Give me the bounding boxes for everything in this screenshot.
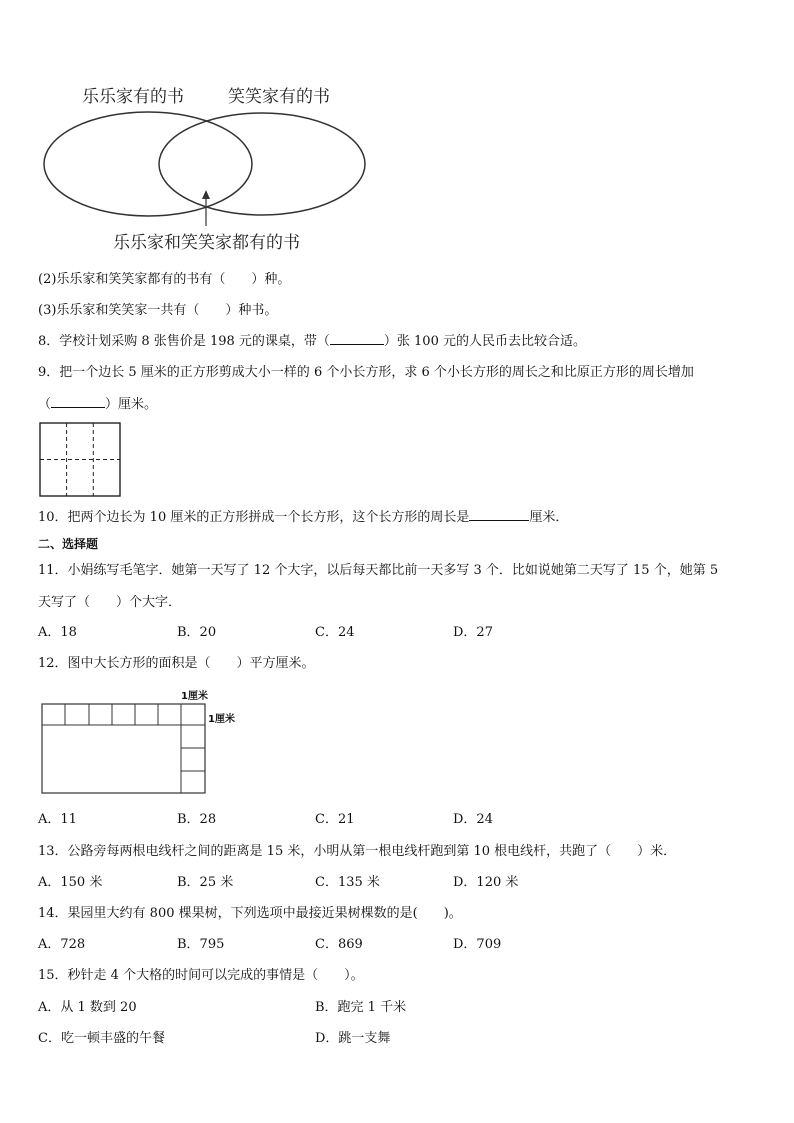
q9-line2 — [38, 398, 157, 411]
venn-right-circle — [159, 113, 365, 215]
q11-line1: 11．小娟练写毛笔字．她第一天写了 12 个大字，以后每天都比前一天多写 3 个．比如说她第二天写了 15 个，她第 5 — [38, 563, 719, 578]
venn-right-label: 笑笑家有的书 — [228, 87, 330, 107]
q10-text-before: 10．把两个边长为 10 厘米的正方形拼成一个长方形，这个长方形的周长是 — [38, 510, 470, 525]
q14-question: 14．果园里大约有 800 棵果树，下列选项中最接近果树棵数的是( )。 — [38, 906, 462, 921]
venn-bottom-label: 乐乐家和笑笑家都有的书 — [113, 233, 300, 253]
q13-question: 13．公路旁每两根电线杆之间的距离是 15 米，小明从第一根电线杆跑到第 10 根电线杆，共跑了（ ）米． — [38, 844, 677, 859]
q8-blank — [330, 344, 384, 345]
q15-option-a[interactable]: A．从 1 数到 20 — [38, 1000, 137, 1015]
q12-option-a[interactable]: A．11 — [38, 812, 77, 827]
q11-option-a[interactable]: A．18 — [38, 625, 77, 640]
q11-line2: 天写了（ ）个大字． — [38, 595, 182, 610]
q12-rectangle-figure — [40, 688, 250, 796]
q9-line1: 9．把一个边长 5 厘米的正方形剪成大小一样的 6 个小长方形，求 6 个小长方形的周长之和比原正方形的周长增加 — [38, 365, 694, 380]
q12-question: 12．图中大长方形的面积是（ ）平方厘米。 — [38, 656, 315, 671]
q12-option-b[interactable]: B．28 — [177, 812, 217, 827]
venn-arrow-head — [202, 190, 210, 199]
q9-text-before: （ — [38, 397, 52, 412]
q13-option-b[interactable]: B．25 米 — [177, 875, 234, 890]
q10-text-after: 厘米． — [529, 510, 569, 525]
q11-option-d[interactable]: D．27 — [453, 625, 493, 640]
label-1cm-right: 1厘米 — [208, 714, 235, 725]
q10-blank — [469, 520, 529, 521]
q10 — [38, 511, 568, 524]
q13-option-c[interactable]: C．135 米 — [315, 875, 380, 890]
q14-option-a[interactable]: A．728 — [38, 937, 86, 952]
label-1cm-top: 1厘米 — [181, 691, 208, 702]
q14-option-c[interactable]: C．869 — [315, 937, 363, 952]
q14-option-d[interactable]: D．709 — [453, 937, 502, 952]
q9-text-after: ）厘米。 — [105, 397, 158, 412]
square-outline — [40, 423, 120, 496]
venn-left-circle — [44, 112, 252, 216]
venn-left-label: 乐乐家有的书 — [82, 87, 184, 107]
q14-option-b[interactable]: B．795 — [177, 937, 225, 952]
q15-option-c[interactable]: C．吃一顿丰盛的午餐 — [38, 1031, 165, 1046]
q7-part3: (3)乐乐家和笑笑家一共有（ ）种书。 — [38, 303, 278, 318]
q12-option-c[interactable]: C．21 — [315, 812, 355, 827]
q13-option-d[interactable]: D．120 米 — [453, 875, 519, 890]
q11-option-c[interactable]: C．24 — [315, 625, 355, 640]
q13-option-a[interactable]: A．150 米 — [38, 875, 103, 890]
venn-diagram — [30, 78, 390, 258]
q11-option-b[interactable]: B．20 — [177, 625, 217, 640]
q8-text-after: ）张 100 元的人民币去比较合适。 — [383, 334, 586, 349]
q7-part2: (2)乐乐家和笑笑家都有的书有（ ）种。 — [38, 272, 291, 287]
q8 — [38, 335, 586, 348]
q15-option-d[interactable]: D．跳一支舞 — [315, 1031, 391, 1046]
q9-blank — [51, 407, 105, 408]
top-row-dividers — [65, 704, 181, 725]
right-column-dividers — [181, 748, 205, 771]
q15-option-b[interactable]: B．跑完 1 千米 — [315, 1000, 407, 1015]
section-title: 二、选择题 — [38, 537, 99, 551]
q9-square-figure — [39, 422, 123, 498]
q8-text-before: 8．学校计划采购 8 张售价是 198 元的课桌，带（ — [38, 334, 330, 349]
q12-option-d[interactable]: D．24 — [453, 812, 493, 827]
q15-question: 15．秒针走 4 个大格的时间可以完成的事情是（ ）。 — [38, 968, 364, 983]
